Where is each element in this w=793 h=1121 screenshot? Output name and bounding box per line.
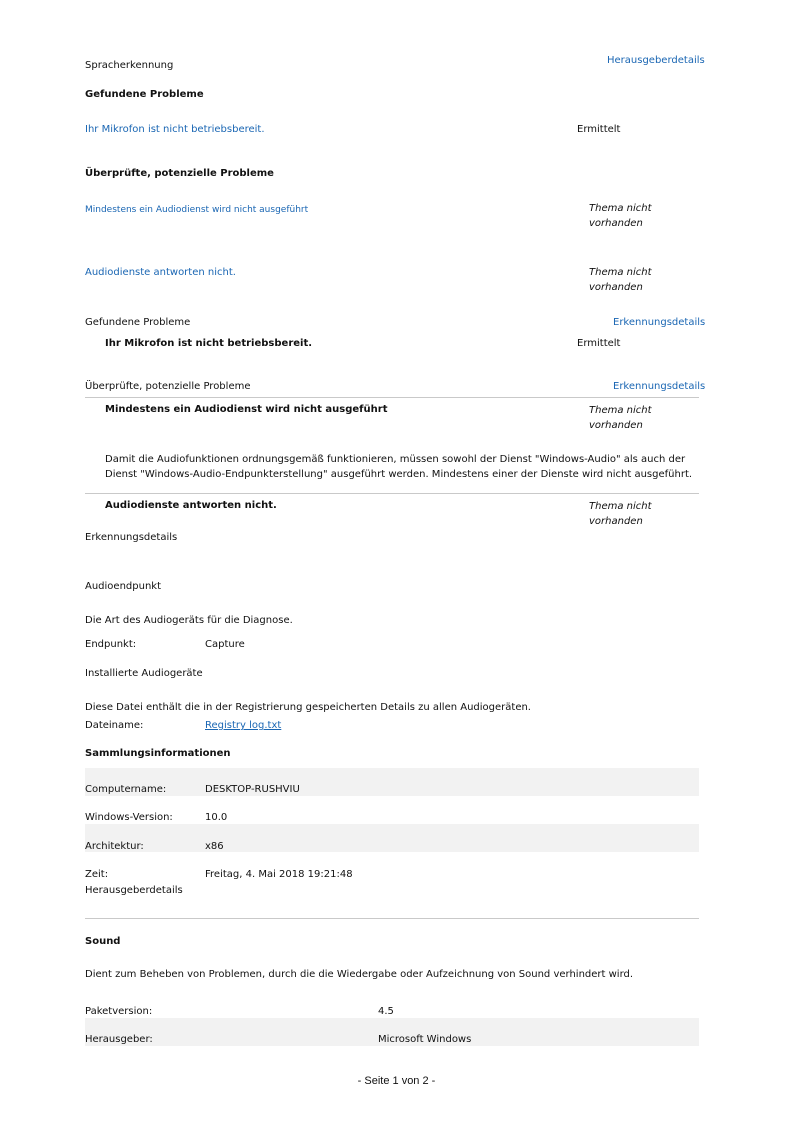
status-line: vorhanden	[589, 218, 643, 229]
info-label: Zeit:	[85, 869, 109, 880]
publisher-details-link[interactable]: Herausgeberdetails	[607, 55, 705, 66]
checked-section-heading: Überprüfte, potenzielle Probleme	[85, 381, 251, 392]
installed-devices-description: Diese Datei enthält die in der Registrierung gespeicherten Details zu allen Audiogeräten.	[85, 702, 531, 713]
info-label: Architektur:	[85, 841, 144, 852]
status-line: Thema nicht	[589, 405, 652, 416]
sound-description: Dient zum Beheben von Problemen, durch die die Wiedergabe oder Aufzeichnung von Sound verhindert wird.	[85, 969, 634, 980]
status-line: vorhanden	[589, 516, 643, 527]
sound-info-label: Herausgeber:	[85, 1034, 153, 1045]
info-value: DESKTOP-RUSHVIU	[205, 784, 300, 795]
status-line: Thema nicht	[589, 203, 652, 214]
summary-checked-item-link[interactable]: Audiodienste antworten nicht.	[85, 267, 236, 278]
summary-found-item-link[interactable]: Ihr Mikrofon ist nicht betriebsbereit.	[85, 124, 265, 135]
info-value: x86	[205, 841, 224, 852]
installed-devices-heading: Installierte Audiogeräte	[85, 668, 203, 679]
checked-item-label: Audiodienste antworten nicht.	[105, 500, 277, 511]
endpoint-label: Endpunkt:	[85, 639, 137, 650]
info-value: 10.0	[205, 812, 228, 823]
sound-info-value: Microsoft Windows	[378, 1034, 472, 1045]
page-indicator: - Seite 1 von 2 -	[357, 1075, 436, 1087]
summary-checked-heading: Überprüfte, potenzielle Probleme	[85, 168, 274, 179]
found-section-heading: Gefundene Probleme	[85, 317, 191, 328]
status-line: vorhanden	[589, 282, 643, 293]
checked-item-description: Damit die Audiofunktionen ordnungsgemäß funktionieren, müssen sowohl der Dienst "Windows-Audio" als auch der Dienst "Windows-Audio-Endpunkterstellung" ausgeführt werden. Mindestens einer der Dienste wird nicht ausgeführt.	[105, 454, 693, 480]
checked-item-status	[589, 499, 709, 529]
endpoint-description: Die Art des Audiogeräts für die Diagnose.	[85, 615, 293, 626]
registry-log-link[interactable]: Registry log.txt	[205, 720, 282, 731]
divider	[85, 918, 699, 919]
found-item-status: Ermittelt	[577, 338, 621, 349]
divider	[85, 493, 699, 494]
info-label: Windows-Version:	[85, 812, 173, 823]
found-details-link[interactable]: Erkennungsdetails	[613, 317, 706, 328]
endpoint-value: Capture	[205, 639, 245, 650]
publisher-details-label: Herausgeberdetails	[85, 885, 183, 896]
filename-label: Dateiname:	[85, 720, 144, 731]
row-band	[85, 824, 699, 852]
sound-heading: Sound	[85, 936, 121, 947]
status-line: Thema nicht	[589, 267, 652, 278]
divider	[85, 397, 699, 398]
summary-found-item-status: Ermittelt	[577, 124, 621, 135]
summary-checked-item-link[interactable]: Mindestens ein Audiodienst wird nicht ausgeführt	[85, 205, 309, 215]
section-title: Spracherkennung	[85, 60, 174, 71]
row-band	[85, 768, 699, 796]
summary-found-heading: Gefundene Probleme	[85, 89, 204, 100]
endpoint-heading: Audioendpunkt	[85, 581, 161, 592]
info-label: Computername:	[85, 784, 167, 795]
found-item-label: Ihr Mikrofon ist nicht betriebsbereit.	[105, 338, 313, 349]
detection-details-heading: Erkennungsdetails	[85, 532, 178, 543]
status-line: vorhanden	[589, 420, 643, 431]
collection-info-heading: Sammlungsinformationen	[85, 748, 231, 759]
sound-info-value: 4.5	[378, 1006, 394, 1017]
status-line: Thema nicht	[589, 501, 652, 512]
summary-checked-item-status	[589, 265, 709, 295]
info-value: Freitag, 4. Mai 2018 19:21:48	[205, 869, 353, 880]
summary-checked-item-status	[589, 201, 709, 231]
checked-item-status	[589, 403, 709, 433]
checked-item-label: Mindestens ein Audiodienst wird nicht ausgeführt	[105, 404, 388, 415]
sound-info-label: Paketversion:	[85, 1006, 153, 1017]
checked-details-link[interactable]: Erkennungsdetails	[613, 381, 706, 392]
